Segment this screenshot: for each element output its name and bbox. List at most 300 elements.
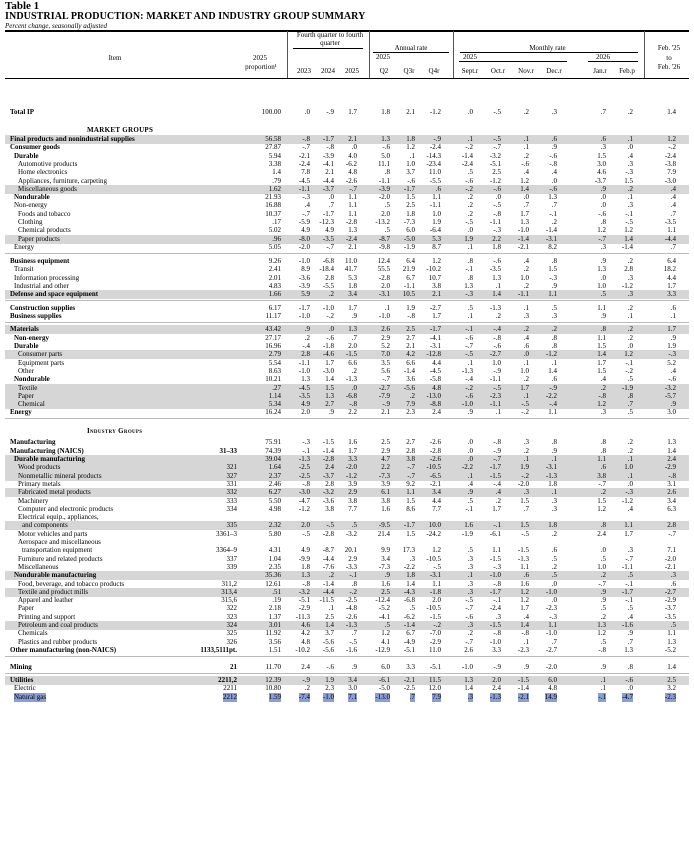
value-cell: 1.0 [492,358,501,367]
value-cell: .2 [551,562,557,571]
value-cell: 3.3 [492,645,501,654]
value-cell: .1 [495,281,501,290]
value-cell: .1 [409,151,415,160]
value-cell: .9 [670,333,676,342]
header-2024: 2024 [321,67,335,75]
value-cell: .2 [600,383,606,392]
value-cell: -7.6 [322,562,334,571]
table-row [5,408,689,417]
value-cell: 2.5 [406,201,415,210]
value-cell: -1.3 [489,692,501,701]
table-row [5,243,689,252]
value-cell: 3.8 [325,504,334,513]
row-label: Manufacturing [10,438,56,447]
value-cell: -.2 [521,408,529,417]
value-cell: .6 [523,571,529,580]
value-cell: -.9 [549,383,557,392]
value-cell: -7.3 [378,562,390,571]
value-cell: -1.4 [322,579,334,588]
value-cell: 2.4 [667,455,676,463]
value-cell: 1.5 [406,529,415,538]
value-cell: 1.5 [548,265,557,274]
value-cell: .2 [523,446,529,455]
value-cell: 2.46 [268,479,281,488]
naics-code: 331 [226,479,237,488]
value-cell: -2.1 [664,562,676,571]
value-cell: -2.5 [298,463,310,472]
value-cell: .8 [467,273,473,282]
value-cell: 2.5 [325,612,334,621]
value-cell: -1.5 [489,621,501,629]
value-cell: -2.5 [345,596,357,605]
row-label: Durable [14,151,39,160]
value-cell: 10.21 [265,375,281,384]
value-cell: -4.5 [429,366,441,375]
value-cell: -.5 [465,596,473,605]
value-cell: 2.1 [406,342,415,350]
value-cell: -1.3 [345,621,357,629]
row-label: Printing and support [18,612,76,621]
value-cell: .5 [627,408,633,417]
value-cell: 2.6 [667,488,676,497]
value-cell: 16.96 [265,342,281,350]
value-cell: -2.4 [489,604,501,613]
value-cell: 1.4 [272,168,281,177]
value-cell: 1.1 [348,209,357,218]
value-cell: 1.62 [268,184,281,193]
value-cell: -.4 [549,400,557,409]
value-cell: 1.3 [348,325,357,334]
value-cell: -.3 [302,193,310,202]
value-cell: -10.5 [426,463,441,472]
value-cell: -1.7 [403,521,415,530]
row-label: Nondurable [14,193,50,202]
value-cell: 1.1 [667,226,676,235]
value-cell: -1.4 [403,621,415,629]
value-cell: 5.50 [268,496,281,505]
value-cell: 3.01 [268,621,281,629]
value-cell: -2.8 [429,446,441,455]
value-cell: .3 [551,504,557,513]
value-cell: -2.6 [345,612,357,621]
header-monthly-2026: 2026 [596,53,610,61]
table-note: Percent change, seasonally adjusted [5,22,107,30]
value-cell: 2.8 [624,265,633,274]
value-cell: 11.0 [345,256,357,265]
header-2023: 2023 [297,67,311,75]
row-label: Nondurable [14,375,50,384]
value-cell: -.9 [493,446,501,455]
value-cell: 18.2 [663,265,676,274]
value-cell: -4.4 [322,587,334,596]
value-cell: .5 [600,637,606,646]
row-label: Electrical equip., appliances, [18,513,99,522]
header-annual-2025: 2025 [376,53,390,61]
column-headers [5,31,689,106]
value-cell: .5 [551,554,557,563]
value-cell: 1.8 [406,135,415,143]
value-cell: .5 [384,621,390,629]
value-cell: .0 [551,596,557,605]
value-cell: 39.04 [265,455,281,463]
value-cell: 1.1 [492,546,501,555]
value-cell: .9 [600,587,606,596]
value-cell: 1.4 [667,446,676,455]
value-cell: -2.1 [517,242,529,251]
value-cell: 2.7 [406,438,415,447]
value-cell: 2.4 [597,529,606,538]
value-cell: -1.0 [489,571,501,580]
value-cell: -1.5 [345,350,357,359]
value-cell: -5.7 [664,391,676,400]
value-cell: -10.5 [426,554,441,563]
value-cell: .3 [467,554,473,563]
value-cell: .4 [627,504,633,513]
value-cell: 2.5 [381,587,390,596]
value-cell: -.7 [625,554,633,563]
value-cell: .9 [600,312,606,321]
value-cell: -.5 [465,350,473,359]
value-cell: 1.0 [597,281,606,290]
value-cell: .7 [670,242,676,251]
value-cell: -.3 [465,290,473,299]
value-cell: -1.2 [429,108,441,116]
value-cell: -2.4 [345,234,357,243]
value-cell: -4.5 [298,176,310,185]
value-cell: .8 [351,579,357,588]
value-cell: 2.79 [268,350,281,359]
value-cell: -2.1 [429,479,441,488]
value-cell: .0 [328,193,334,202]
value-cell: .6 [600,135,606,143]
value-cell: .1 [467,358,473,367]
value-cell: -2.1 [403,675,415,684]
value-cell: 1.5 [520,521,529,530]
value-cell: 12.4 [377,256,390,265]
row-label: Automotive products [18,159,78,168]
value-cell: -.3 [625,488,633,497]
value-cell: 3.3 [667,290,676,299]
row-separator [5,322,689,323]
row-label: Paper [18,604,34,613]
value-cell: .6 [435,184,441,193]
value-cell: .3 [627,201,633,210]
value-cell: 5.9 [301,290,310,299]
value-cell: 3.7 [325,629,334,638]
value-cell: 27.87 [265,143,281,152]
value-cell: .1 [523,455,529,463]
value-cell: .3 [627,273,633,282]
value-cell: -.7 [302,143,310,152]
value-cell: -3.6 [322,496,334,505]
value-cell: .9 [467,408,473,417]
value-cell: 1.2 [597,629,606,638]
row-label: Fabricated metal products [18,488,91,497]
value-cell: .4 [600,375,606,384]
value-cell: .7 [409,692,415,701]
value-cell: 1.14 [268,391,281,400]
value-cell: -1.2 [621,496,633,505]
value-cell: 2.7 [325,400,334,409]
value-cell: .4 [523,168,529,177]
value-cell: 21.93 [265,193,281,202]
value-cell: 2.8 [325,273,334,282]
value-cell: 2.4 [432,408,441,417]
value-cell: .7 [328,201,334,210]
row-label: Information processing [14,273,80,282]
value-cell: 1.9 [464,234,473,243]
value-cell: -.4 [493,325,501,334]
value-cell: -1.7 [298,304,310,313]
value-cell: -.4 [493,479,501,488]
value-cell: -3.1 [429,342,441,350]
value-cell: 2.7 [406,333,415,342]
value-cell: .4 [523,612,529,621]
value-cell: 1.1 [597,333,606,342]
value-cell: .1 [467,242,473,251]
header-oct: Oct.r [490,67,506,75]
value-cell: -2.9 [664,596,676,605]
header-q2: Q2 [379,67,389,75]
value-cell: 3.56 [268,637,281,646]
value-cell: -.1 [465,265,473,274]
value-cell: 3.7 [406,168,415,177]
table-row [5,693,689,702]
value-cell: 4.9 [301,226,310,235]
value-cell: -.8 [493,629,501,638]
row-label: Primary metals [18,479,61,488]
value-cell: 3.0 [597,159,606,168]
value-cell: -1.3 [545,471,557,480]
value-cell: .7 [551,637,557,646]
value-cell: -3.5 [489,265,501,274]
value-cell: -1.4 [517,684,529,693]
value-cell: .2 [304,684,310,693]
value-cell: -23.4 [426,159,441,168]
value-cell: -1.0 [461,400,473,409]
naics-code: 3364–9 [216,546,237,555]
value-cell: 5.34 [268,400,281,409]
value-cell: 8.63 [268,366,281,375]
value-cell: -.5 [465,218,473,226]
value-cell: 10.5 [402,290,415,299]
value-cell: -.6 [382,143,390,152]
value-cell: .2 [328,290,334,299]
value-cell: .8 [551,438,557,447]
value-cell: -2.6 [345,176,357,185]
value-cell: -1.4 [517,234,529,243]
value-cell: -1.1 [489,375,501,384]
value-cell: 12.0 [428,684,441,693]
value-cell: .0 [467,108,473,116]
value-cell: 4.7 [381,455,390,463]
value-cell: .3 [523,488,529,497]
value-cell: -.1 [493,521,501,530]
row-label: Machinery [18,496,49,505]
value-cell: 1.2 [381,629,390,638]
value-cell: -1.1 [489,400,501,409]
value-cell: 2.3 [325,684,334,693]
value-cell: .3 [627,159,633,168]
value-cell: .5 [467,168,473,177]
value-cell: .0 [600,193,606,202]
value-cell: 2.0 [432,596,441,605]
value-cell: -.8 [302,135,310,143]
value-cell: .8 [600,438,606,447]
value-cell: 1.1 [348,201,357,210]
value-cell: -.8 [598,645,606,654]
value-cell: .6 [670,579,676,588]
value-cell: .3 [467,692,473,701]
value-cell: -.8 [493,579,501,588]
value-cell: .0 [467,446,473,455]
value-cell: .7 [670,209,676,218]
row-label: Natural gas [14,692,47,701]
row-label: Transit [14,265,34,274]
value-cell: -.5 [349,637,357,646]
value-cell: -.5 [493,135,501,143]
value-cell: 4.2 [301,629,310,638]
value-cell: 6.0 [548,675,557,684]
value-cell: 1.0 [520,366,529,375]
value-cell: -2.3 [545,604,557,613]
table-row [5,108,689,117]
value-cell: .6 [523,342,529,350]
value-cell: 27.17 [265,333,281,342]
value-cell: .8 [600,218,606,226]
value-cell: 1.1 [597,304,606,313]
value-cell: 21.4 [377,529,390,538]
value-cell: 3.8 [597,471,606,480]
value-cell: -1.2 [298,504,310,513]
value-cell: .6 [670,304,676,313]
value-cell: -.6 [598,209,606,218]
value-cell: .7 [523,504,529,513]
row-separator [5,418,689,419]
value-cell: 1.4 [520,184,529,193]
row-separator [5,673,689,674]
naics-code: 2211 [223,684,237,693]
value-cell: -.8 [407,312,415,321]
value-cell: -.1 [598,692,606,701]
value-cell: .3 [600,408,606,417]
value-cell: 1.8 [492,242,501,251]
row-label: Nondurable manufacturing [14,571,97,580]
value-cell: -11.5 [319,596,334,605]
value-cell: 1.9 [667,342,676,350]
value-cell: .9 [551,143,557,152]
value-cell: 2.6 [381,325,390,334]
value-cell: .2 [600,571,606,580]
value-cell: 1.2 [597,504,606,513]
value-cell: .2 [304,333,310,342]
value-cell: 2.41 [268,265,281,274]
row-label: Nonmetallic mineral products [18,471,102,480]
value-cell: 3.8 [406,455,415,463]
value-cell: -.7 [465,604,473,613]
value-cell: .4 [467,479,473,488]
value-cell: -.6 [493,184,501,193]
value-cell: 3.8 [348,496,357,505]
value-cell: .2 [627,304,633,313]
value-cell: -.5 [433,562,441,571]
value-cell: 5.05 [268,242,281,251]
value-cell: 3.9 [348,479,357,488]
value-cell: .7 [351,629,357,638]
value-cell: .3 [467,621,473,629]
value-cell: 1.2 [520,176,529,185]
value-cell: 3.8 [381,496,390,505]
value-cell: -4.5 [298,383,310,392]
value-cell: 7.9 [667,168,676,177]
value-cell: 1.4 [492,290,501,299]
value-cell: -14.3 [426,151,441,160]
value-cell: 75.91 [265,438,281,447]
row-label: and components [22,521,68,530]
value-cell: -13.0 [375,692,390,701]
value-cell: -3.9 [322,151,334,160]
value-cell: -2.7 [664,587,676,596]
value-cell: 2.35 [268,562,281,571]
value-cell: 1.3 [548,193,557,202]
value-cell: .7 [523,201,529,210]
value-cell: -1.2 [545,350,557,359]
value-cell: .0 [523,350,529,359]
value-cell: -1.0 [322,692,334,701]
value-cell: -12.4 [375,596,390,605]
value-cell: 1.8 [406,571,415,580]
value-cell: 100.00 [261,108,281,116]
naics-code: 323 [226,612,237,621]
value-cell: -.1 [465,325,473,334]
value-cell: -7.0 [429,629,441,638]
header-q3: Q3r [403,67,415,75]
value-cell: -.9 [326,108,334,116]
value-cell: .5 [670,621,676,629]
value-cell: .1 [467,571,473,580]
value-cell: 10.0 [428,521,441,530]
naics-code: 311,2 [221,579,237,588]
value-cell: -1.0 [461,662,473,671]
header-monthly-rate: Monthly rate [529,44,566,52]
value-cell: -.2 [433,621,441,629]
value-cell: -1.5 [322,438,334,447]
naics-code: 335 [226,521,237,530]
value-cell: -5.5 [322,281,334,290]
value-cell: -2.5 [298,471,310,480]
value-cell: 2.2 [348,408,357,417]
value-cell: 17.3 [402,546,415,555]
value-cell: .2 [523,265,529,274]
value-cell: .2 [495,496,501,505]
value-cell: .5 [467,546,473,555]
value-cell: 2.4 [301,662,310,671]
value-cell: 1.4 [520,621,529,629]
value-cell: -6.2 [345,159,357,168]
value-cell: 74.39 [265,446,281,455]
value-cell: -4.7 [298,496,310,505]
value-cell: -.9 [433,135,441,143]
value-cell: 5.3 [432,234,441,243]
value-cell: -.7 [465,637,473,646]
value-cell: 1.8 [301,562,310,571]
row-label: Apparel and leather [18,596,74,605]
value-cell: .7 [627,637,633,646]
value-cell: -2.7 [378,383,390,392]
value-cell: -2.6 [429,455,441,463]
value-cell: 2.0 [348,342,357,350]
value-cell: .2 [627,438,633,447]
